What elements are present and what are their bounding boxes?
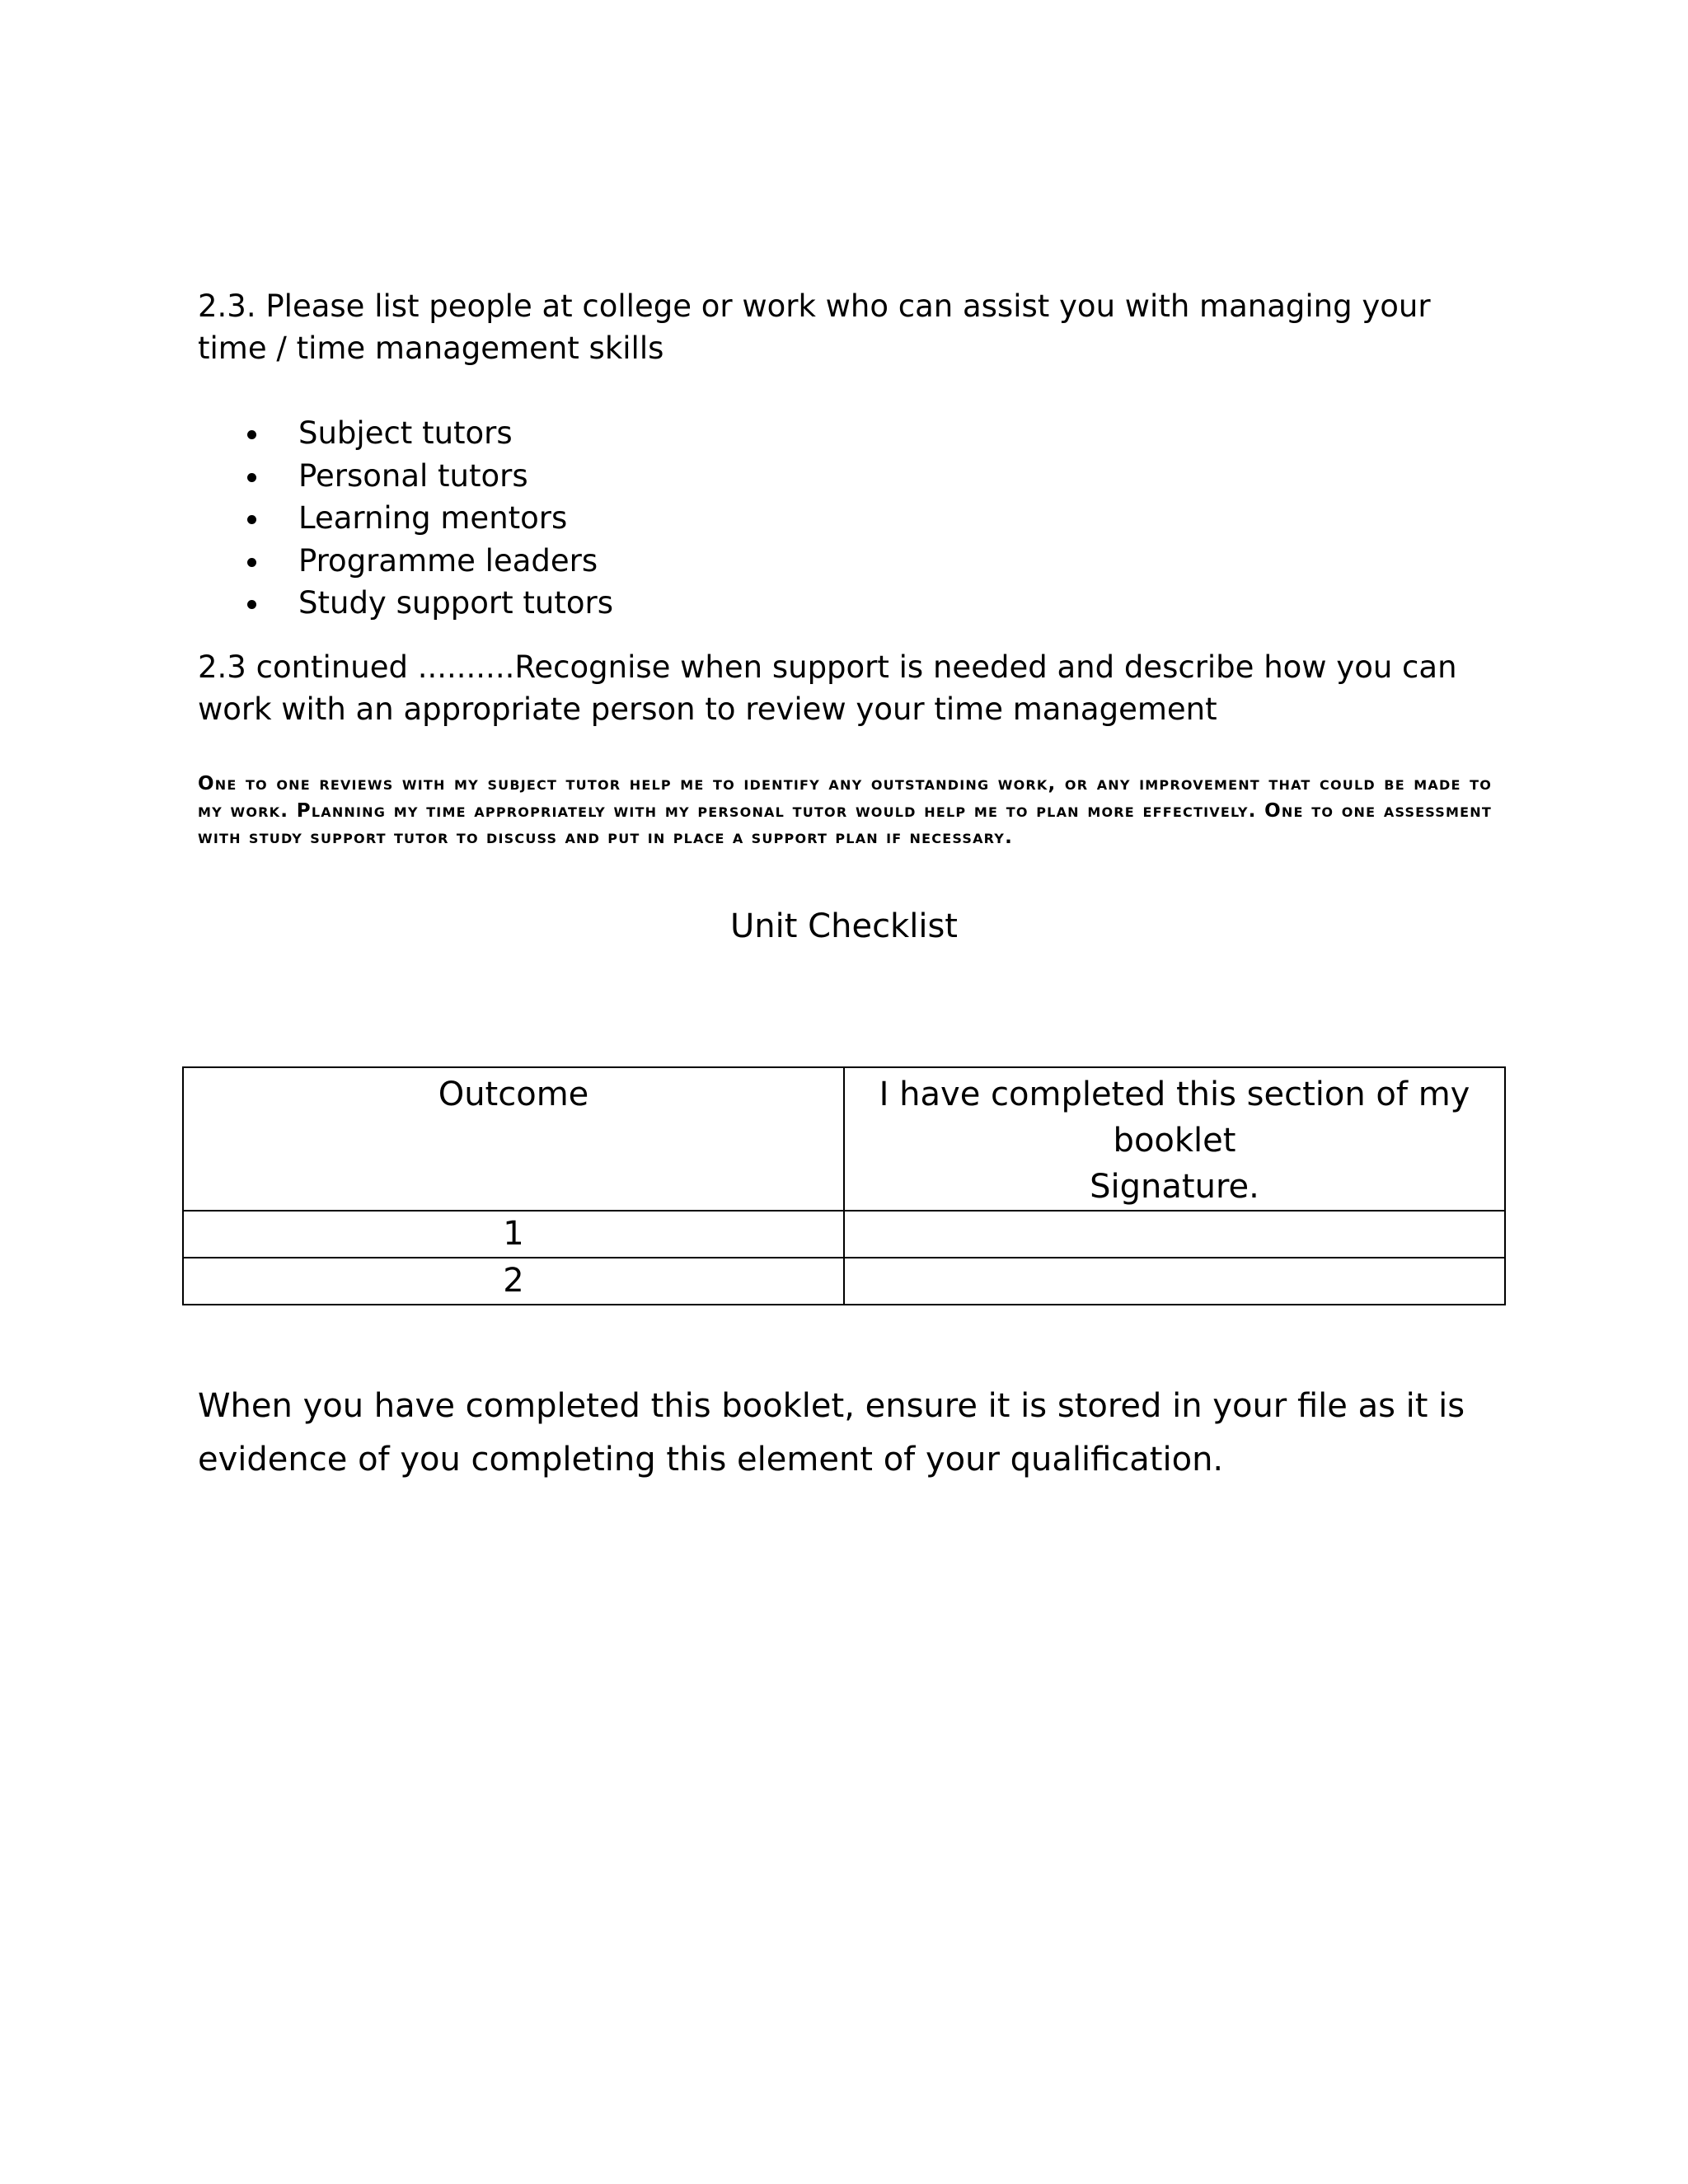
list-item-label: Programme leaders	[298, 542, 598, 579]
completed-header	[844, 1067, 1505, 1211]
answer-text: One to one reviews with my subject tutor help me to identify any outstanding work, or any improvement that could be made to my work. Planning my time appropriately with my personal tutor would help me to plan more effectively. One to one assessment with study support tutor to discuss and put in place a support plan if necessary.	[198, 773, 1492, 848]
signature-cell[interactable]	[844, 1258, 1505, 1305]
bullet-icon	[247, 558, 256, 567]
bullet-icon	[247, 473, 256, 482]
table-row	[183, 1258, 1505, 1305]
list-item	[198, 497, 613, 540]
support-people-list	[198, 412, 613, 625]
outcome-cell: 1	[183, 1211, 844, 1258]
outcome-cell: 2	[183, 1258, 844, 1305]
signature-cell[interactable]	[844, 1211, 1505, 1258]
checklist-title: Unit Checklist	[730, 907, 958, 945]
completion-note: When you have completed this booklet, ensure it is stored in your file as it is evidence of you completing this element of your qualification.	[198, 1387, 1465, 1479]
signature-header-text: Signature.	[1090, 1168, 1259, 1206]
list-item-label: Personal tutors	[298, 457, 528, 494]
list-item-label: Subject tutors	[298, 415, 513, 451]
table-row	[183, 1211, 1505, 1258]
list-item	[198, 412, 613, 455]
list-item	[198, 582, 613, 625]
table-header-row	[183, 1067, 1505, 1211]
bullet-icon	[247, 515, 256, 524]
list-item-label: Study support tutors	[298, 585, 613, 621]
bullet-icon	[247, 600, 256, 609]
list-item	[198, 455, 613, 498]
unit-checklist-table	[182, 1066, 1506, 1305]
list-item-label: Learning mentors	[298, 500, 568, 536]
question-heading: 2.3. Please list people at college or work who can assist you with managing your time / time management skills	[198, 288, 1431, 366]
outcome-header: Outcome	[183, 1067, 844, 1211]
bullet-icon	[247, 430, 256, 439]
completed-header-text: I have completed this section of my booklet	[879, 1076, 1470, 1160]
question-continued: 2.3 continued ..........Recognise when support is needed and describe how you can work with an appropriate person to review your time management	[198, 649, 1457, 727]
list-item	[198, 540, 613, 583]
